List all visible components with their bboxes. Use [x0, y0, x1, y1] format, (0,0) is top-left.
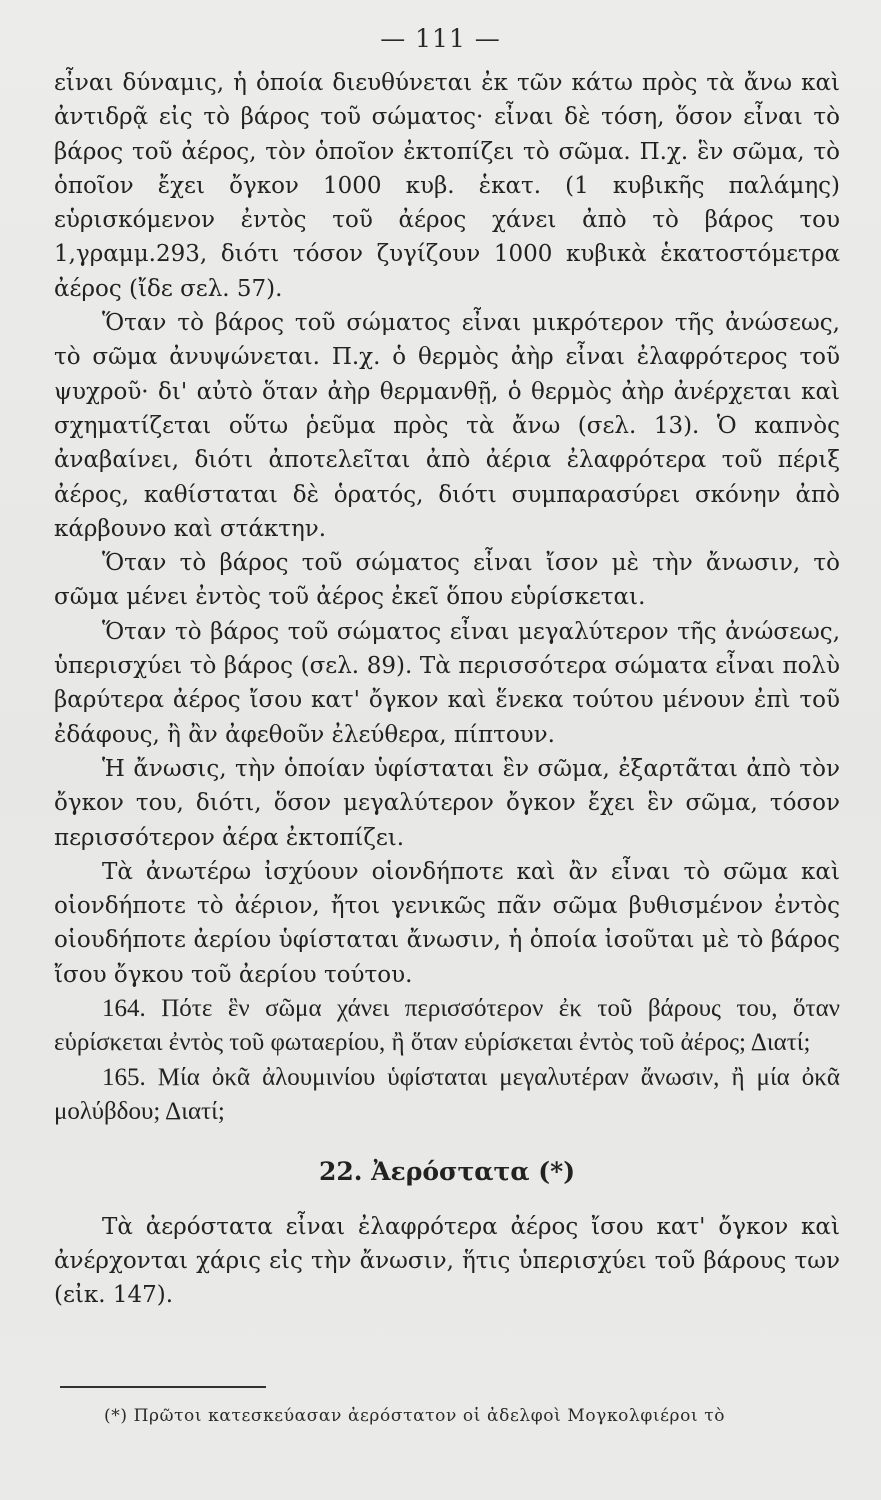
- paragraph-lighter-body: Ὅταν τὸ βάρος τοῦ σώματος εἶναι μικρότερον τῆς ἀνώσεως, τὸ σῶμα ἀνυψώνεται. Π.χ. ὁ θερμὸς ἀὴρ εἶναι ἐλαφρότερος τοῦ ψυχροῦ· δι' αὐτὸ ὅταν ἀὴρ θερμανθῇ, ὁ θερμὸς ἀὴρ ἀνέρχεται καὶ σχηματίζεται οὕτω ῥεῦμα πρὸς τὰ ἄνω (σελ. 13). Ὁ καπνὸς ἀναβαίνει, διότι ἀποτελεῖται ἀπὸ ἀέρια ἐλαφρότερα τοῦ πέριξ ἀέρος, καθίσταται δὲ ὁρατός, διότι συμπαρασύρει σκόνην ἀπὸ κάρβουνο καὶ στάκτην.: [54, 310, 840, 542]
- body-text: [54, 66, 840, 1312]
- page-number: — 111 —: [380, 24, 501, 53]
- paragraph-heavier-body: Ὅταν τὸ βάρος τοῦ σώματος εἶναι μεγαλύτερον τῆς ἀνώσεως, ὑπερισχύει τὸ βάρος (σελ. 89). Τὰ περισσότερα σώματα εἶναι πολὺ βαρύτερα ἀέρος ἴσου κατ' ὄγκον καὶ ἕνεκα τούτου μένουν ἐπὶ τοῦ ἐδάφους, ἢ ἂν ἀφεθοῦν ἐλεύθερα, πίπτουν.: [54, 618, 840, 748]
- paragraph-buoyancy-definition: εἶναι δύναμις, ἡ ὁποία διευθύνεται ἐκ τῶν κάτω πρὸς τὰ ἄνω καὶ ἀντιδρᾷ εἰς τὸ βάρος τοῦ σώματος· εἶναι δὲ τόση, ὅσον εἶναι τὸ βάρος τοῦ ἀέρος, τὸν ὁποῖον ἐκτοπίζει τὸ σῶμα. Π.χ. ἓν σῶμα, τὸ ὁποῖον ἔχει ὄγκον 1000 κυβ. ἑκατ. (1 κυβικῆς παλάμης) εὑρισκόμενον ἐντὸς τοῦ ἀέρος χάνει ἀπὸ τὸ βάρος του 1,γραμμ.293, διότι τόσον ζυγίζουν 1000 κυβικὰ ἑκατοστόμετρα ἀέρος (ἴδε σελ. 57).: [54, 70, 840, 302]
- footnote: (*) Πρῶτοι κατεσκεύασαν ἀερόστατον οἱ ἀδελφοὶ Μογκολφιέροι τὸ: [104, 1406, 726, 1426]
- exercise-165: 165. Μία ὀκᾶ ἀλουμινίου ὑφίσταται μεγαλυτέραν ἄνωσιν, ἢ μία ὀκᾶ μολύβδου; Διατί;: [54, 1063, 840, 1125]
- section-heading: 22. Ἀερόστατα (*): [318, 1157, 576, 1187]
- paragraph-general-rule: Τὰ ἀνωτέρω ἰσχύουν οἱονδήποτε καὶ ἂν εἶναι τὸ σῶμα καὶ οἱονδήποτε τὸ ἀέριον, ἤτοι γενικῶς πᾶν σῶμα βυθισμένον ἐντὸς οἱουδήποτε ἀερίου ὑφίσταται ἄνωσιν, ἡ ὁποία ἰσοῦται μὲ τὸ βάρος ἴσου ὄγκου τοῦ ἀερίου τούτου.: [54, 858, 840, 988]
- paragraph-volume: Ἡ ἄνωσις, τὴν ὁποίαν ὑφίσταται ἓν σῶμα, ἐξαρτᾶται ἀπὸ τὸν ὄγκον του, διότι, ὅσον μεγαλύτερον ὄγκον ἔχει ἓν σῶμα, τόσον περισσότερον ἀέρα ἐκτοπίζει.: [54, 755, 840, 851]
- paragraph-equal-weight: Ὅταν τὸ βάρος τοῦ σώματος εἶναι ἴσον μὲ τὴν ἄνωσιν, τὸ σῶμα μένει ἐντὸς τοῦ ἀέρος ἐκεῖ ὅπου εὑρίσκεται.: [54, 550, 840, 611]
- exercise-164: 164. Πότε ἓν σῶμα χάνει περισσότερον ἐκ τοῦ βάρους του, ὅταν εὑρίσκεται ἐντὸς τοῦ φωταερίου, ἢ ὅταν εὑρίσκεται ἐντὸς τοῦ ἀέρος; Διατί;: [54, 995, 840, 1057]
- footnote-rule: [60, 1386, 266, 1388]
- section-paragraph: Τὰ ἀερόστατα εἶναι ἐλαφρότερα ἀέρος ἴσου κατ' ὄγκον καὶ ἀνέρχονται χάρις εἰς τὴν ἄνωσιν, ἥτις ὑπερισχύει τοῦ βάρους των (εἰκ. 147).: [54, 1213, 840, 1309]
